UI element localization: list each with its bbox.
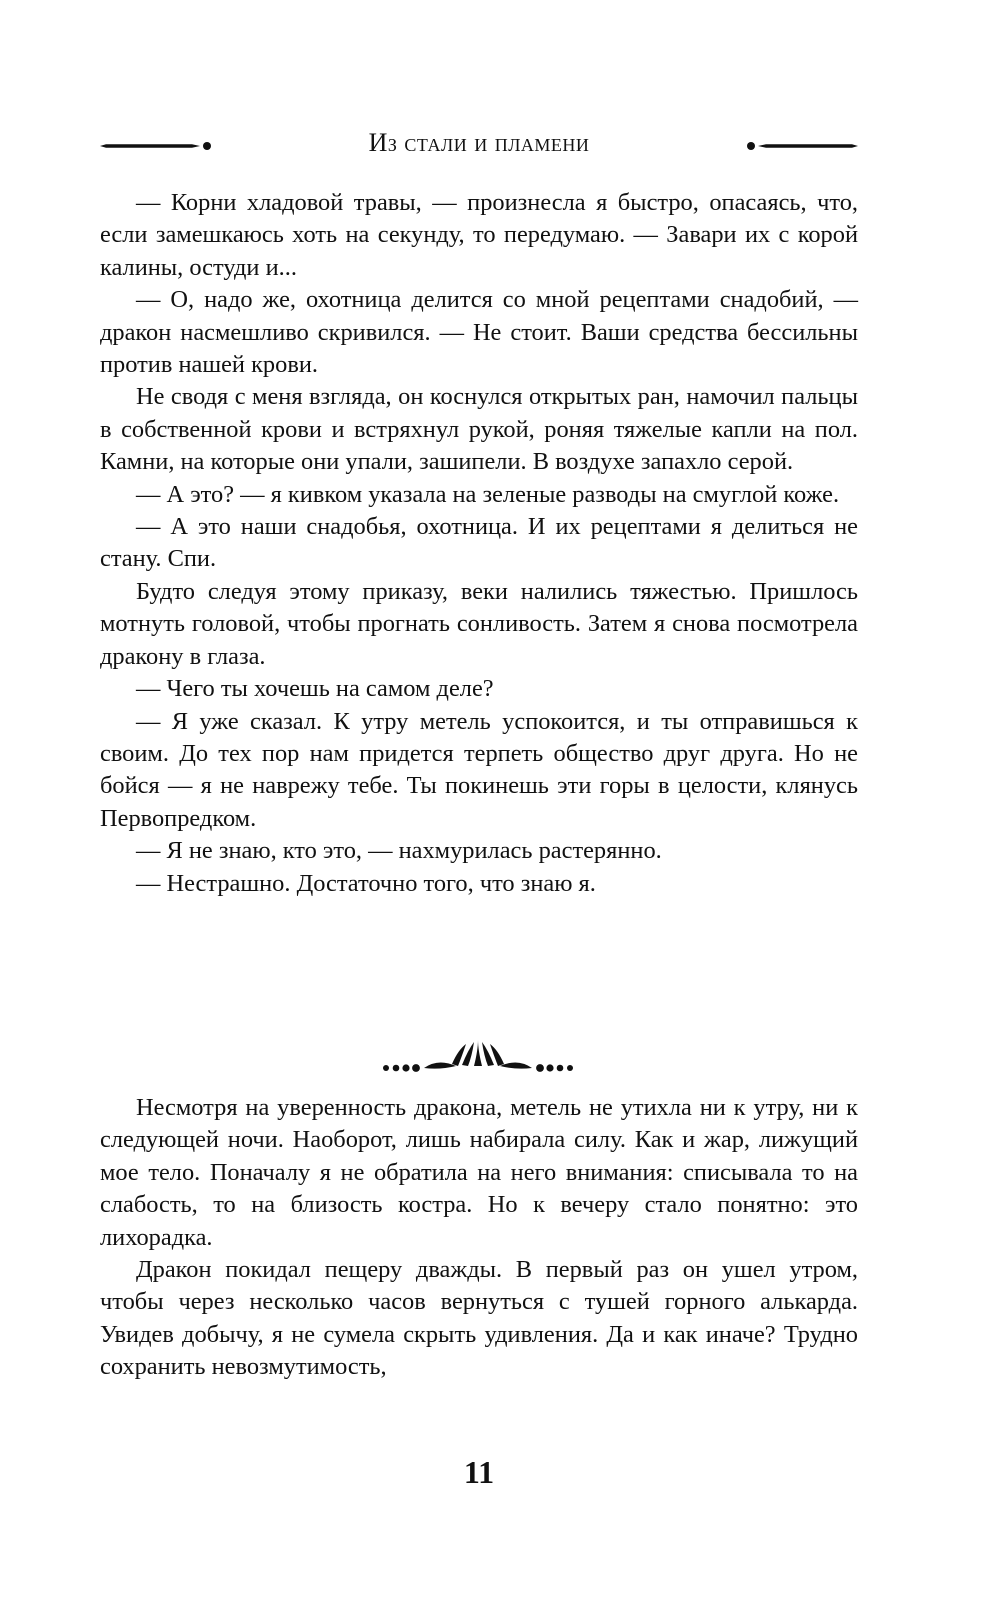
page-number: 11 bbox=[463, 1454, 495, 1490]
paragraph: Не сводя с меня взгляда, он коснулся открытых ран, намочил пальцы в собственной крови и встряхнул рукой, роняя тяжелые капли на пол. Камни, на которые они упали, зашипели. В воздухе запахло серой. bbox=[100, 383, 858, 476]
header-title: Из стали и пламени bbox=[368, 128, 590, 157]
paragraph: — Чего ты хочешь на самом деле? bbox=[136, 675, 494, 703]
paragraph: — Нестрашно. Достаточно того, что знаю я. bbox=[136, 869, 596, 897]
running-header bbox=[100, 126, 858, 166]
paragraph: Будто следуя этому приказу, веки налились тяжестью. Пришлось мотнуть головой, чтобы прогнать сонливость. Затем я снова посмотрела дракону в глаза. bbox=[100, 577, 858, 670]
text-block-top bbox=[100, 187, 858, 900]
paragraph: — Корни хладовой травы, — произнесла я быстро, опасаясь, что, если замешкаюсь хоть на секунду, то передумаю. — Завари их с корой калины, остуди и... bbox=[100, 189, 858, 281]
right-ornament-rule bbox=[746, 138, 858, 154]
paragraph: — А это наши снадобья, охотница. И их рецептами я делиться не стану. Спи. bbox=[100, 513, 858, 573]
paragraph: Несмотря на уверенность дракона, метель не утихла ни к утру, ни к следующей ночи. Наоборот, лишь набирала силу. Как и жар, лижущий мое тело. Поначалу я не обратила на него внимания: списывала то на слабость, то на близость костра. Но к вечеру стало понятно: это лихорадка. bbox=[100, 1094, 858, 1251]
paragraph: Дракон покидал пещеру дважды. В первый раз он ушел утром, чтобы через несколько часов вернуться с тушей горного алькарда. Увидев добычу, я не сумела скрыть удивления. Да и как иначе? Трудно сохранить невозмутимость, bbox=[100, 1256, 858, 1381]
paragraph: — Я не знаю, кто это, — нахмурилась растерянно. bbox=[136, 837, 662, 865]
paragraph: — А это? — я кивком указала на зеленые разводы на смуглой коже. bbox=[136, 480, 840, 508]
section-divider-ornament bbox=[378, 1040, 578, 1080]
paragraph: — Я уже сказал. К утру метель успокоится, и ты отправишься к своим. До тех пор нам придется терпеть общество друг друга. Но не бойся — я не наврежу тебе. Ты покинешь эти горы в целости, клянусь Первопредком. bbox=[100, 707, 858, 832]
paragraph: — О, надо же, охотница делится со мной рецептами снадобий, — дракон насмешливо скривился. — Не стоит. Ваши средства бессильны против нашей крови. bbox=[100, 286, 858, 379]
text-block-bottom bbox=[100, 1092, 858, 1384]
